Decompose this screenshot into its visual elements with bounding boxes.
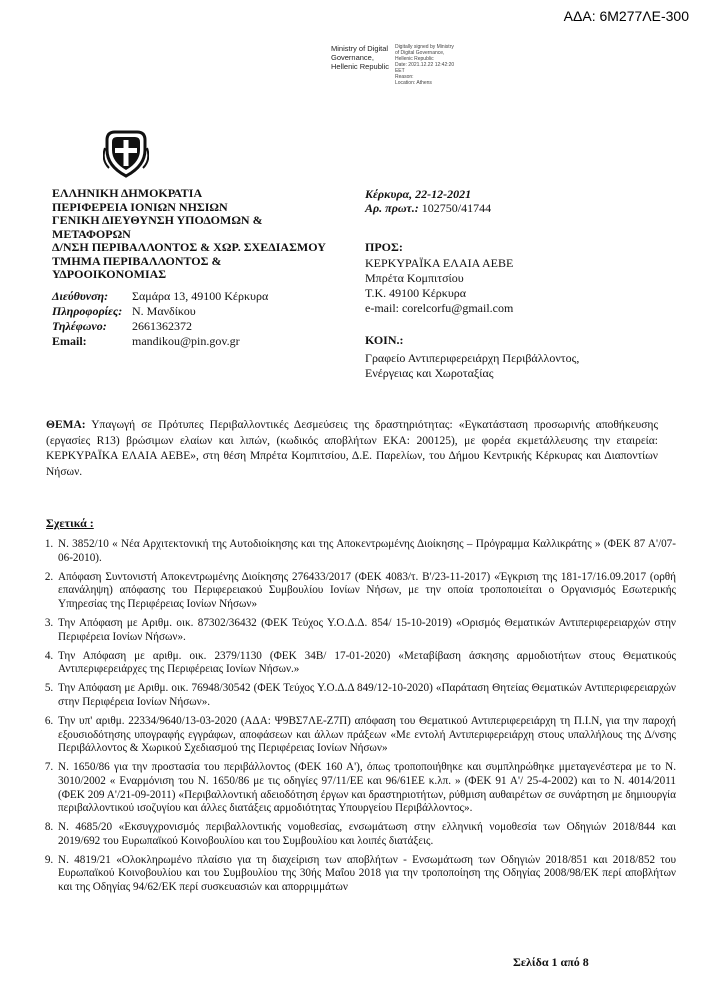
issuing-authority	[52, 187, 352, 282]
contact-email-link[interactable]: mandikou@pin.gov.gr	[132, 334, 240, 348]
recipient-title: ΠΡΟΣ:	[365, 240, 403, 254]
cc-line: Ενέργειας και Χωροταξίας	[365, 366, 494, 380]
place-date: Κέρκυρα, 22-12-2021	[365, 187, 472, 201]
contact-value: Σαμάρα 13, 49100 Κέρκυρα	[132, 289, 269, 303]
signature-org-line: Governance,	[331, 53, 374, 62]
signature-meta-line: of Digital Governance,	[394, 50, 445, 56]
signature-meta-line: EET	[394, 68, 405, 74]
reference-item: 1. Ν. 3852/10 « Νέα Αρχιτεκτονική της Αυτοδιοίκησης και της Αποκεντρωμένης Διοίκησης – Πρόγραμμα Καλλικράτης » (ΦΕΚ 87 Α'/07-06-2010).	[56, 538, 676, 565]
recipient-line: Τ.Κ. 49100 Κέρκυρα	[365, 286, 467, 300]
authority-line: ΜΕΤΑΦΟΡΩΝ	[52, 226, 131, 241]
protocol-number: 102750/41744	[421, 201, 492, 215]
date-protocol-block	[365, 187, 685, 215]
contact-label: Τηλέφωνο:	[52, 319, 107, 333]
subject-label: ΘΕΜΑ:	[46, 419, 86, 431]
authority-line: Δ/ΝΣΗ ΠΕΡΙΒΑΛΛΟΝΤΟΣ & ΧΩΡ. ΣΧΕΔΙΑΣΜΟΥ	[52, 240, 326, 254]
cc-block	[365, 333, 685, 381]
hellenic-republic-emblem	[103, 126, 149, 178]
contact-value: Ν. Μανδίκου	[132, 304, 196, 318]
signature-meta-line: Date: 2021.12.22 12:42:20	[394, 62, 455, 68]
authority-line: ΠΕΡΙΦΕΡΕΙΑ ΙΟΝΙΩΝ ΝΗΣΙΩΝ	[52, 199, 228, 214]
authority-line: ΤΜΗΜΑ ΠΕΡΙΒΑΛΛΟΝΤΟΣ &	[52, 253, 222, 268]
reference-item: 8. Ν. 4685/20 «Εκσυγχρονισμός περιβαλλοντικής νομοθεσίας, ενσωμάτωση στην ελληνική νομοθεσία των Οδηγιών 2018/844 και 2019/692 του Ευρωπαϊκού Κοινοβουλίου και του Συμβουλίου και λοιπές διατάξεις.	[56, 821, 676, 848]
authority-line: ΥΔΡΟΟΙΚΟΝΟΜΙΑΣ	[52, 267, 167, 281]
signature-org	[331, 44, 389, 86]
contact-row-phone	[52, 319, 352, 334]
contact-details	[52, 289, 352, 349]
reference-item: 3. Την Απόφαση με Αριθμ. οικ. 87302/36432 (ΦΕΚ Τεύχος Υ.Ο.Δ.Δ. 854/ 15-10-2019) «Ορισμός Θεματικών Αντιπεριφερειαρχών στην Περιφέρεια Ιονίων Νήσων».	[56, 617, 676, 644]
subject-block	[46, 418, 658, 480]
ada-code: ΑΔΑ: 6Μ277ΛΕ-300	[563, 8, 689, 24]
signature-meta-line: Reason:	[394, 74, 414, 80]
contact-label: Διεύθυνση:	[52, 289, 109, 303]
reference-item: 4. Την Απόφαση με αριθμ. οικ. 2379/1130 (ΦΕΚ 34Β/ 17-01-2020) «Μεταβίβαση άσκησης αρμοδιοτήτων στους Θεματικούς Αντιπεριφερειάρχες της Περιφέρειας Ιονίων Νήσων.»	[56, 650, 676, 677]
page-number: Σελίδα 1 από 8	[513, 955, 589, 969]
signature-meta-line: Location: Athens	[394, 80, 432, 86]
recipient-block	[365, 240, 685, 316]
signature-meta-line: Hellenic Republic	[394, 56, 434, 62]
authority-line: ΕΛΛΗΝΙΚΗ ΔΗΜΟΚΡΑΤΙΑ	[52, 186, 203, 200]
digital-signature-stamp	[331, 44, 454, 86]
subject-text: Υπαγωγή σε Πρότυπες Περιβαλλοντικές Δεσμεύσεις της δραστηριότητας: «Εγκατάσταση προσωρινής αποθήκευσης (εργασίες R13) βρώσιμων ελαίων και λιπών, (κωδικός αποβλήτων ΕΚΑ: 200125), με φορέα εκμετάλλευσης την εταιρεία: ΚΕΡΚΥΡΑΪΚΑ ΕΛΑΙΑ ΑΕΒΕ», στη θέση Μπρέτα Κομπιτσίου, Δ.Ε. Παρελίων, του Δήμου Κεντρικής Κέρκυρας και Διαποντίων Νήσων.	[46, 419, 658, 478]
contact-label: Πληροφορίες:	[52, 304, 123, 318]
protocol-label: Αρ. πρωτ.:	[365, 201, 419, 215]
reference-item: 9. Ν. 4819/21 «Ολοκληρωμένο πλαίσιο για τη διαχείριση των αποβλήτων - Ενσωμάτωση των Οδηγιών 2018/851 και 2018/852 του Ευρωπαϊκού Κοινοβουλίου και του Συμβουλίου της 30ής Μαΐου 2018 για την τροποποίηση της Οδηγίας 2008/98/ΕΚ περί αποβλήτων και της Οδηγίας 94/62/ΕΚ περί συσκευασιών και απορριμμάτων	[56, 854, 676, 895]
signature-org-line: Ministry of Digital	[331, 44, 389, 53]
contact-label: Email:	[52, 334, 87, 348]
reference-item: 5. Την Απόφαση με Αριθμ. οικ. 76948/30542 (ΦΕΚ Τεύχος Υ.Ο.Δ.Δ 849/12-10-2020) «Παράταση Θητείας Θεματικών Αντιπεριφερειαρχών στην Περιφέρεια Ιονίων Νήσων».	[56, 682, 676, 709]
references-list	[20, 538, 676, 900]
contact-row-info	[52, 304, 352, 319]
signature-meta-line: Digitally signed by Ministry	[394, 44, 454, 50]
signature-meta	[395, 44, 454, 86]
authority-line: ΓΕΝΙΚΗ ΔΙΕΥΘΥΝΣΗ ΥΠΟΔΟΜΩΝ &	[52, 213, 263, 227]
contact-value: 2661362372	[132, 319, 192, 333]
recipient-email[interactable]: e-mail: corelcorfu@gmail.com	[365, 301, 514, 315]
cc-title: ΚΟΙΝ.:	[365, 333, 404, 347]
recipient-line: ΚΕΡΚΥΡΑΪΚΑ ΕΛΑΙΑ ΑΕΒΕ	[365, 256, 514, 270]
cc-line: Γραφείο Αντιπεριφερειάρχη Περιβάλλοντος,	[365, 351, 580, 365]
reference-item: 6. Την υπ' αριθμ. 22334/9640/13-03-2020 (ΑΔΑ: Ψ9ΒΣ7ΛΕ-Ζ7Π) απόφαση του Θεματικού Αντιπεριφερειάρχη τη Π.Ι.Ν, για την παροχή εξουσιοδότησης υπογραφής εγγράφων, αποφάσεων και άλλων πράξεων «Με εντολή Αντιπεριφερειάρχη στους υπαλλήλους της Δ/νσης Περιβάλλοντος & Χωρικού Σχεδιασμού της Περιφέρειας Ιονίων Νήσων»	[56, 715, 676, 756]
contact-row-address	[52, 289, 352, 304]
reference-item: 7. Ν. 1650/86 για την προστασία του περιβάλλοντος (ΦΕΚ 160 Α'), όπως τροποποιήθηκε και συμπληρώθηκε μμεταγενέστερα με το Ν. 3010/2002 « Εναρμόνιση του Ν. 1650/86 με τις οδηγίες 97/11/ΕΕ και 96/61ΕΕ κ.λπ. » (ΦΕΚ 91 Α'/ 25-4-2002) και το Ν. 4014/2011 (ΦΕΚ 209 Α'/21-09-2011) «Περιβαλλοντική αδειοδότηση έργων και δραστηριοτήτων, ρύθμιση αυθαιρέτων σε συνάρτηση με δημιουργία περιβαλλοντικού ισοζυγίου και άλλες διατάξεις αρμοδιότητας Υπουργείου Περιβάλλοντος».	[56, 761, 676, 815]
reference-item: 2. Απόφαση Συντονιστή Αποκεντρωμένης Διοίκησης 276433/2017 (ΦΕΚ 4083/τ. Β'/23-11-2017) «Έγκριση της 181-17/16.09.2017 (ορθή επανάληψη) απόφασης του Περιφερειακού Συμβουλίου Ιονίων Νήσων, με την οποία τροποποιείται ο Οργανισμός Εσωτερικής Υπηρεσίας της Περιφέρειας Ιονίων Νήσων»	[56, 571, 676, 612]
contact-row-email	[52, 334, 352, 349]
related-title: Σχετικά :	[46, 516, 94, 530]
recipient-line: Μπρέτα Κομπιτσίου	[365, 271, 464, 285]
signature-org-line: Hellenic Republic	[331, 62, 389, 71]
